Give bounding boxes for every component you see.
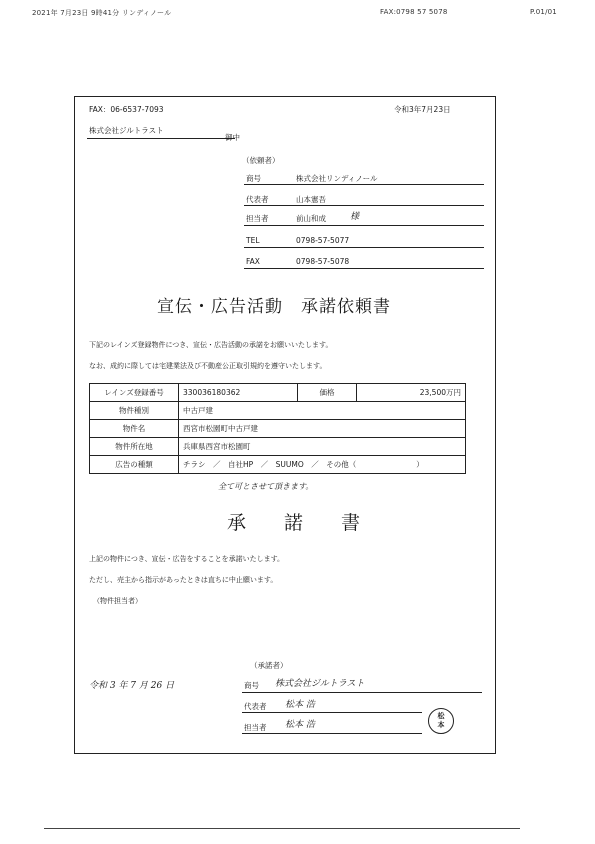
handwritten-note: 全て可とさせて頂きます。 [218,482,314,491]
requester-person-label: 担当者 [246,214,269,223]
reins-value: 330036180362 [179,384,298,402]
requester-rep-label: 代表者 [246,195,269,204]
method-label: 広告の種類 [90,456,179,474]
requester-person: 前山和成 [296,214,326,223]
document-title: 宣伝・広告活動 承諾依頼書 [157,297,391,317]
approval-line-2: ただし、売主から指示があったときは直ちに中止願います。 [89,576,278,584]
approval-title: 承 諾 書 [227,512,361,534]
fax-header-left: 2021年 7月23日 9時41分 リンディノール [32,9,172,17]
price-value: 23,500万円 [357,384,466,402]
approval-line-1: 上記の物件につき、宣伝・広告をすることを承諾いたします。 [89,555,285,563]
requester-fax: 0798-57-5078 [296,257,350,266]
recipient-suffix: 御中 [225,133,240,142]
property-table [89,383,466,474]
sign-date: 令和 3 年 7 月 26 日 [89,681,175,691]
requester-label: （依頼者） [242,156,280,165]
company-seal-stamp: 松 本 [428,708,454,734]
requester-company: 株式会社リンディノール [296,174,378,183]
fax-header-right: FAX:0798 57 5078 [380,8,448,16]
type-label: 物件種別 [90,402,179,420]
requester-fax-label: FAX [246,257,260,266]
requester-tel: 0798-57-5077 [296,236,350,245]
requester-person-suffix: 様 [350,212,360,222]
fax-to: FAX：06-6537-7093 [89,105,164,114]
bottom-rule [44,828,520,829]
type-value: 中古戸建 [179,402,466,420]
approval-note: （物件担当者） [93,597,142,605]
requester-tel-label: TEL [246,236,260,245]
consenter-rep-label: 代表者 [244,702,267,711]
consenter-person-label: 担当者 [244,723,267,732]
intro-line-1: 下記のレインズ登録物件につき、宣伝・広告活動の承諾をお願いいたします。 [89,341,333,349]
intro-line-2: なお、成約に際しては宅建業法及び不動産公正取引規約を遵守いたします。 [89,362,327,370]
fax-header-page: P.01/01 [530,8,557,16]
document-date: 令和3年7月23日 [394,105,451,114]
requester-rep: 山本憲吾 [296,195,326,204]
method-value: チラシ ／ 自社HP ／ SUUMO ／ その他（ ） [179,456,466,474]
consenter-company: 株式会社ジルトラスト [275,679,365,689]
reins-label: レインズ登録番号 [90,384,179,402]
address-label: 物件所在地 [90,438,179,456]
consenter-person: 松本 浩 [285,720,315,730]
consenter-label: （承諾者） [250,661,288,670]
name-value: 西宮市松園町中古戸建 [179,420,466,438]
consenter-company-label: 商号 [244,681,259,690]
recipient-company: 株式会社ジルトラスト [89,126,164,135]
price-label: 価格 [298,384,357,402]
address-value: 兵庫県西宮市松園町 [179,438,466,456]
name-label: 物件名 [90,420,179,438]
consenter-rep: 松本 浩 [285,700,315,710]
requester-company-label: 商号 [246,174,261,183]
